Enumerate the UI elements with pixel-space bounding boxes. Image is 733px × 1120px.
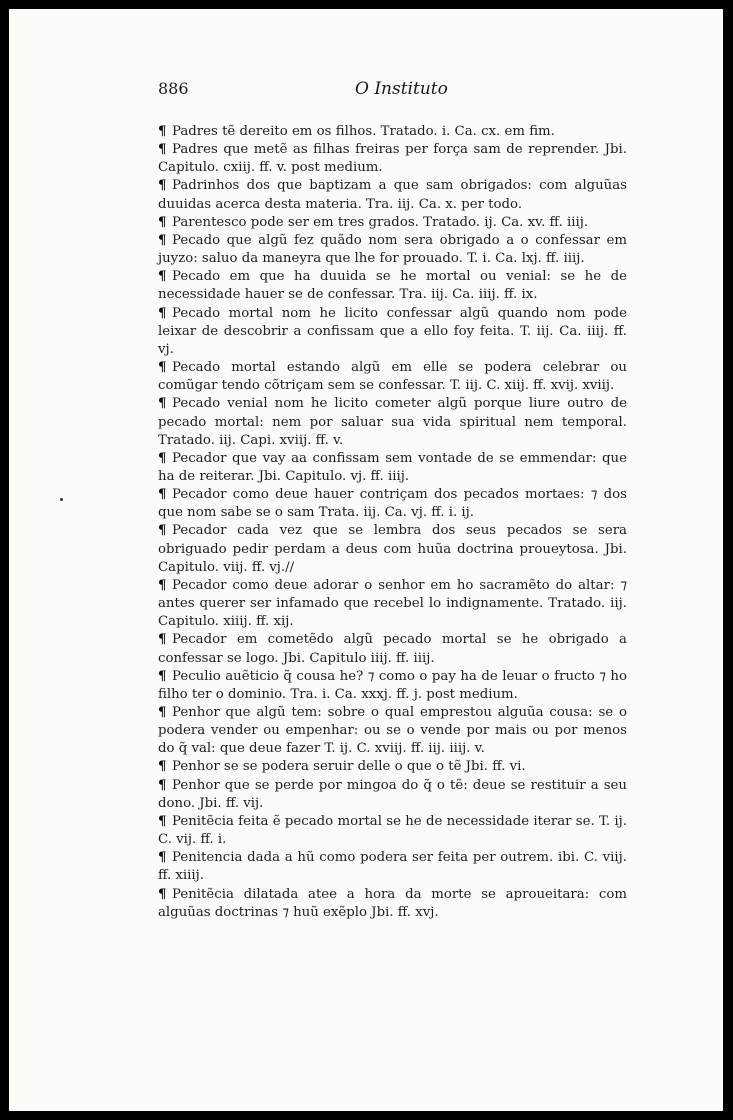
index-entry [157,123,627,141]
index-entry [157,359,627,395]
pilcrow-icon: ¶ [158,577,167,593]
entry-text: Penitencia dada a hũ como podera ser feita per outrem. ibi. C. viij. ff. xiiij. [158,850,627,884]
index-entries [157,123,627,922]
entry-text: Pecado que algũ fez quãdo nom sera obrigado a o confessar em juyzo: saluo da maneyra que lhe for prouado. T. i. Ca. lxj. ff. iiij. [158,232,627,267]
pilcrow-icon: ¶ [158,668,167,684]
entry-text: Penitẽcia dilatada atee a hora da morte se aproueitara: com alguũas doctrinas ⁊ huũ exẽplo Jbi. ff. xvj. [158,886,627,920]
pilcrow-icon: ¶ [158,886,167,902]
index-entry [157,813,627,849]
pilcrow-icon: ¶ [158,850,167,866]
pilcrow-icon: ¶ [158,142,167,158]
entry-text: Penhor que algũ tem: sobre o qual emprestou alguũa cousa: se o podera vender ou empenhar: ou se o vende por mais ou por menos do q̃ val: que deue fazer T. ij. C. xviij. ff. iij. iiij. v. [158,705,627,757]
entry-text: Pecado venial nom he licito cometer algũ porque liure outro de pecado mortal: nem por saluar sua vida spiritual nem temporal. Tratado. iij. Capi. xviij. ff. v. [158,396,627,448]
index-entry [157,886,627,922]
pilcrow-icon: ¶ [158,124,167,139]
entry-text: Padres tẽ dereito em os filhos. Tratado. i. Ca. cx. em fim. [172,124,555,139]
index-entry [157,395,627,449]
index-entry [157,450,627,486]
pilcrow-icon: ¶ [158,360,167,376]
pilcrow-icon: ¶ [158,487,167,503]
entry-text: Peculio auẽticio q̃ cousa he? ⁊ como o pay ha de leuar o fructo ⁊ ho filho ter o dominio. Tra. i. Ca. xxxj. ff. j. post medium. [158,668,627,702]
pilcrow-icon: ¶ [158,232,167,248]
entry-text: Pecado mortal estando algũ em elle se podera celebrar ou comũgar tendo cõtriçam sem se confessar. T. iij. C. xiij. ff. xvij. xviij. [158,360,627,394]
pilcrow-icon: ¶ [158,396,167,412]
pilcrow-icon: ¶ [158,523,167,539]
entry-text: Pecador que vay aa confissam sem vontade de se emmendar: que ha de reiterar. Jbi. Capitulo. vj. ff. iiij. [158,450,627,484]
entry-text: Pecador como deue adorar o senhor em ho sacramẽto do altar: ⁊ antes querer ser infamado que recebel lo indignamente. Tratado. iij. Capitulo. xiiij. ff. xij. [158,577,627,630]
pilcrow-icon: ¶ [158,450,167,466]
index-entry [157,141,627,177]
pilcrow-icon: ¶ [158,178,167,194]
pilcrow-icon: ¶ [158,705,167,720]
entry-text: Penhor se se podera seruir delle o que o tẽ Jbi. ff. vi. [172,759,526,775]
entry-text: Pecador cada vez que se lembra dos seus pecados se sera obriguado pedir perdam a deus com huũa doctrina proueytosa. Jbi. Capitulo. viij. ff. vj.// [158,523,627,575]
index-entry [157,631,627,667]
index-entry [157,777,627,813]
entry-text: Pecador como deue hauer contriçam dos pecados mortaes: ⁊ dos que nom sabe se o sam Trata. iij. Ca. vj. ff. i. ij. [158,487,627,521]
running-title: O Instituto [355,79,448,99]
index-entry [157,305,627,359]
entry-text: Penitẽcia feita ẽ pecado mortal se he de necessidade iterar se. T. ij. C. vij. ff. i. [158,813,627,848]
pilcrow-icon: ¶ [158,305,167,321]
index-entry [157,522,627,576]
index-entry [157,704,627,758]
book-page [9,9,723,1111]
pilcrow-icon: ¶ [158,759,167,775]
index-entry [157,232,627,268]
entry-text: Pecado em que ha duuida se he mortal ou venial: se he de necessidade hauer se de confessar. Tra. iij. Ca. iiij. ff. ix. [158,269,627,303]
print-speck [60,498,63,501]
index-entry [157,177,627,213]
page-header [9,79,723,101]
pilcrow-icon: ¶ [158,632,167,648]
index-entry [157,849,627,885]
page-number: 886 [158,79,189,98]
index-entry [157,268,627,304]
index-entry [157,486,627,522]
pilcrow-icon: ¶ [158,813,167,829]
index-entry [157,668,627,704]
pilcrow-icon: ¶ [158,269,167,285]
pilcrow-icon: ¶ [158,214,167,230]
entry-text: Padrinhos dos que baptizam a que sam obrigados: com alguũas duuidas acerca desta materia. Tra. iij. Ca. x. per todo. [158,178,627,212]
index-entry [157,214,627,232]
index-entry [157,758,627,776]
entry-text: Parentesco pode ser em tres grados. Tratado. ij. Ca. xv. ff. iiij. [172,214,589,230]
entry-text: Padres que metẽ as filhas freiras per força sam de reprender. Jbi. Capitulo. cxiij. ff. v. post medium. [158,142,627,176]
index-entry [157,577,627,631]
pilcrow-icon: ¶ [158,777,167,793]
entry-text: Pecado mortal nom he licito confessar algũ quando nom pode leixar de descobrir a confissam que a ello foy feita. T. iij. Ca. iiij. ff. vj. [158,305,627,357]
entry-text: Penhor que se perde por mingoa do q̃ o tẽ: deue se restituir a seu dono. Jbi. ff. vij. [158,777,627,811]
entry-text: Pecador em cometẽdo algũ pecado mortal se he obrigado a confessar se logo. Jbi. Capitulo iiij. ff. iiij. [158,632,627,666]
